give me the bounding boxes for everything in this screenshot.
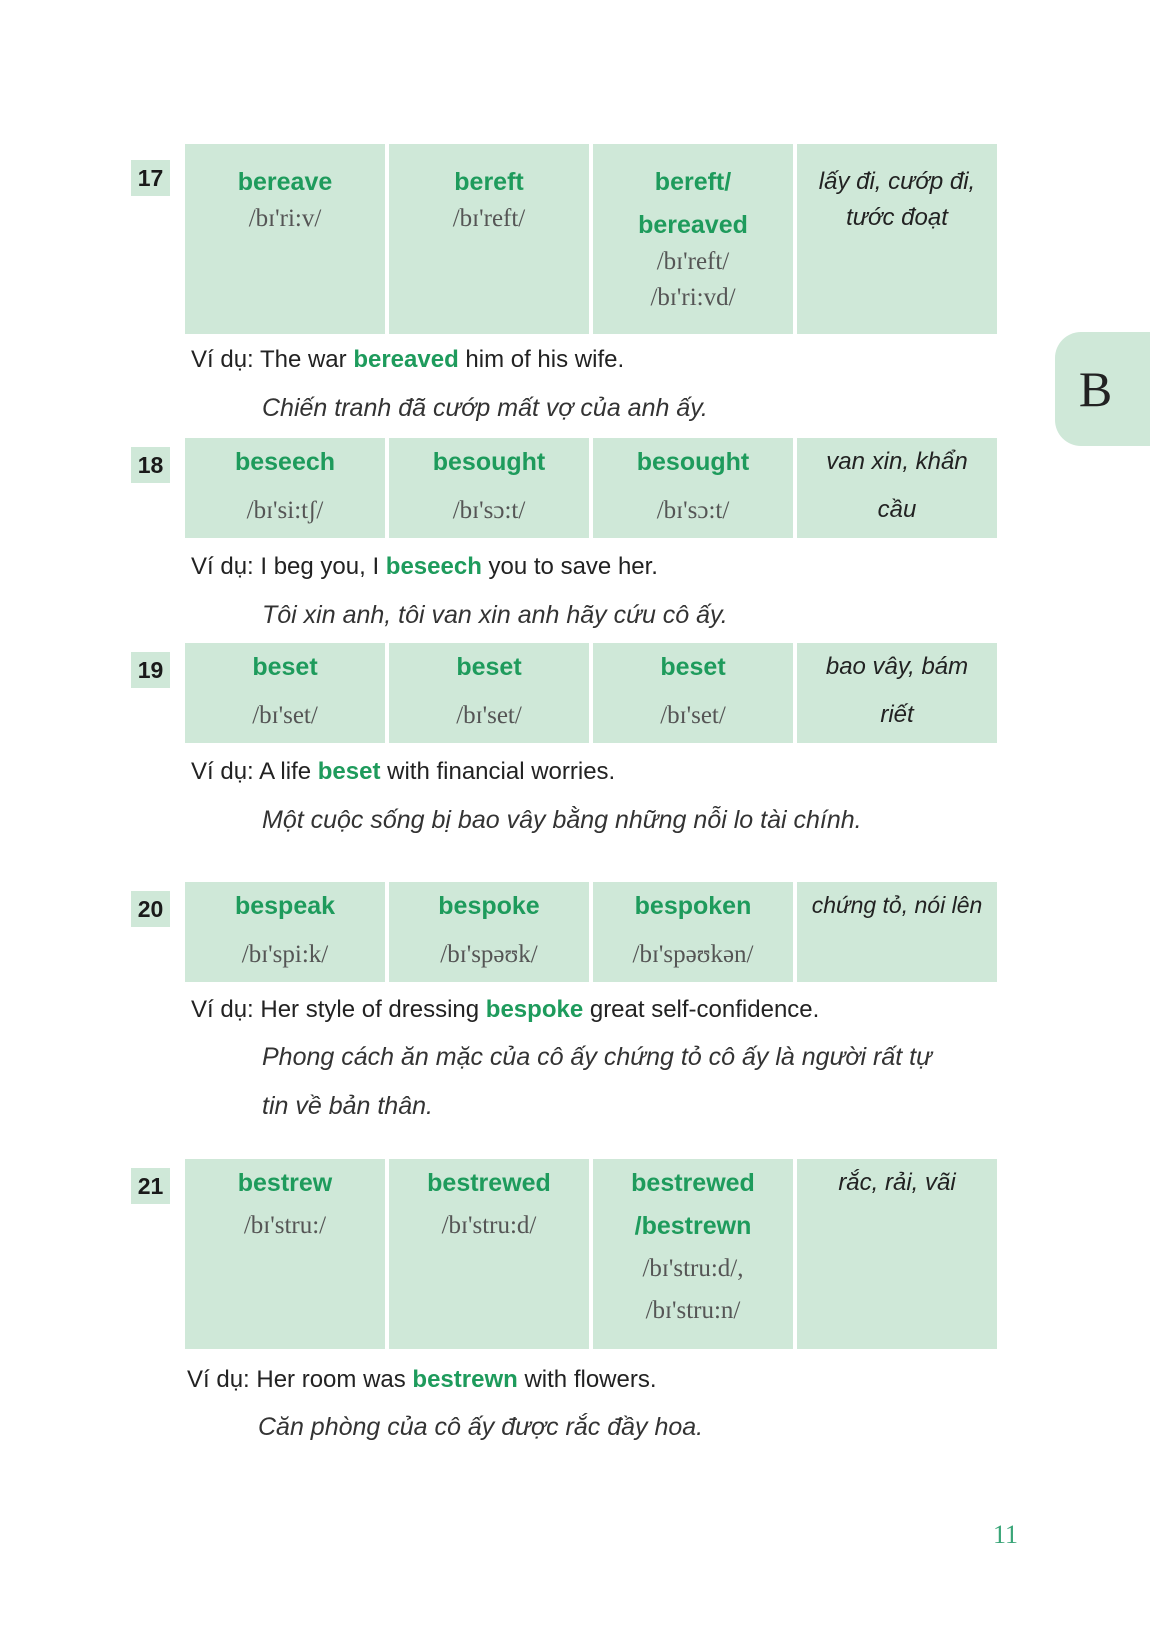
past-participle-cell <box>593 438 793 538</box>
example-translation: Một cuộc sống bị bao vây bằng những nỗi lo tài chính. <box>262 806 862 834</box>
base-form-word: bereave <box>237 168 333 196</box>
base-form-word: beset <box>252 653 318 681</box>
example-translation: tin về bản thân. <box>262 1092 433 1120</box>
past-form-ipa: /bɪ'set/ <box>456 702 522 729</box>
past-participle-word: beset <box>660 653 726 681</box>
example-sentence <box>191 758 615 786</box>
past-participle-word-alt: /bestrewn <box>634 1212 752 1240</box>
example-keyword: beset <box>317 758 381 785</box>
example-pre: I beg you, I <box>260 553 386 580</box>
past-participle-cell <box>593 144 793 334</box>
base-form-ipa: /bɪ'spi:k/ <box>241 941 329 968</box>
verb-table-row <box>185 144 997 334</box>
past-participle-ipa: /bɪ'spəʊkən/ <box>632 941 754 968</box>
base-form-ipa: /bɪ'ri:v/ <box>248 205 322 232</box>
past-participle-word: bestrewed <box>631 1169 755 1197</box>
past-form-ipa: /bɪ'spəʊk/ <box>440 941 538 968</box>
past-form-word: bespoke <box>438 892 540 920</box>
example-keyword: beseech <box>385 553 482 580</box>
past-form-cell <box>389 438 589 538</box>
section-tab <box>1055 332 1150 446</box>
past-participle-ipa-alt: /bɪ'ri:vd/ <box>650 284 736 311</box>
past-form-cell <box>389 882 589 982</box>
entry-number: 18 <box>131 447 170 483</box>
past-participle-cell <box>593 1159 793 1349</box>
example-translation: Tôi xin anh, tôi van xin anh hãy cứu cô ấy. <box>262 601 728 629</box>
base-form-cell <box>185 144 385 334</box>
past-form-cell <box>389 1159 589 1349</box>
past-participle-ipa: /bɪ'stru:d/, <box>642 1255 744 1282</box>
example-prefix: Ví dụ: <box>191 996 261 1023</box>
verb-table-row <box>185 1159 997 1349</box>
past-participle-ipa: /bɪ'set/ <box>660 702 726 729</box>
base-form-cell <box>185 882 385 982</box>
example-pre: Her room was <box>256 1366 413 1393</box>
example-prefix: Ví dụ: <box>191 553 261 580</box>
past-participle-cell <box>593 882 793 982</box>
past-form-cell <box>389 144 589 334</box>
example-post: with financial worries. <box>380 758 616 785</box>
past-participle-ipa-alt: /bɪ'stru:n/ <box>645 1297 741 1324</box>
verb-table-row <box>185 882 997 982</box>
past-form-word: bestrewed <box>427 1169 551 1197</box>
section-letter: B <box>1078 361 1113 417</box>
meaning-line: cầu <box>877 496 917 523</box>
base-form-cell <box>185 1159 385 1349</box>
past-form-ipa: /bɪ'reft/ <box>452 205 526 232</box>
example-sentence <box>191 553 658 581</box>
meaning-line: van xin, khẩn <box>826 448 968 475</box>
example-translation: Căn phòng của cô ấy được rắc đầy hoa. <box>258 1413 704 1441</box>
meaning-cell <box>797 1159 997 1349</box>
meaning-line: bao vây, bám <box>825 653 969 680</box>
entry-number: 21 <box>131 1168 170 1204</box>
example-keyword: bereaved <box>353 346 459 373</box>
past-form-word: beset <box>456 653 522 681</box>
example-keyword: bestrewn <box>412 1366 518 1393</box>
example-post: with flowers. <box>517 1366 657 1393</box>
meaning-line: riết <box>880 701 914 728</box>
example-translation: Phong cách ăn mặc của cô ấy chứng tỏ cô ấy là người rất tự <box>262 1043 932 1071</box>
base-form-ipa: /bɪ'set/ <box>252 702 318 729</box>
example-post: him of his wife. <box>458 346 625 373</box>
entry-number: 17 <box>131 160 170 196</box>
base-form-word: beseech <box>234 448 336 476</box>
base-form-word: bespeak <box>234 892 336 920</box>
past-participle-ipa: /bɪ'sɔ:t/ <box>656 497 730 524</box>
example-keyword: bespoke <box>485 996 584 1023</box>
verb-table-row <box>185 643 997 743</box>
past-participle-word-alt: bereaved <box>638 211 748 239</box>
base-form-cell <box>185 643 385 743</box>
past-participle-word: bespoken <box>634 892 752 920</box>
example-sentence <box>191 996 819 1024</box>
example-post: great self-confidence. <box>583 996 820 1023</box>
example-translation: Chiến tranh đã cướp mất vợ của anh ấy. <box>262 394 708 422</box>
meaning-line: lấy đi, cướp đi, <box>818 168 976 195</box>
example-pre: The war <box>259 346 354 373</box>
past-form-word: besought <box>432 448 546 476</box>
example-prefix: Ví dụ: <box>191 346 260 373</box>
meaning-cell <box>797 643 997 743</box>
base-form-ipa: /bɪ'stru:/ <box>243 1212 327 1239</box>
entry-number: 19 <box>131 652 170 688</box>
example-sentence <box>191 346 624 374</box>
example-sentence <box>187 1366 657 1394</box>
past-participle-word: bereft/ <box>654 168 732 196</box>
past-form-ipa: /bɪ'sɔ:t/ <box>452 497 526 524</box>
example-pre: Her style of dressing <box>260 996 486 1023</box>
meaning-cell <box>797 882 997 982</box>
meaning-line: chứng tỏ, nói lên <box>811 892 983 918</box>
meaning-line: tước đoạt <box>846 204 948 231</box>
verb-table-row <box>185 438 997 538</box>
page-number: 11 <box>993 1520 1019 1549</box>
meaning-cell <box>797 144 997 334</box>
base-form-ipa: /bɪ'si:tʃ/ <box>246 497 324 524</box>
meaning-cell <box>797 438 997 538</box>
past-participle-word: besought <box>636 448 750 476</box>
base-form-cell <box>185 438 385 538</box>
meaning-line: rắc, rải, vãi <box>838 1169 956 1196</box>
past-participle-cell <box>593 643 793 743</box>
entry-number: 20 <box>131 891 170 927</box>
past-form-cell <box>389 643 589 743</box>
example-prefix: Ví dụ: <box>191 758 260 785</box>
past-form-word: bereft <box>454 168 524 196</box>
example-post: you to save her. <box>481 553 658 580</box>
past-participle-ipa: /bɪ'reft/ <box>656 248 730 275</box>
base-form-word: bestrew <box>237 1169 333 1197</box>
past-form-ipa: /bɪ'stru:d/ <box>441 1212 537 1239</box>
example-pre: A life <box>259 758 318 785</box>
example-prefix: Ví dụ: <box>187 1366 257 1393</box>
